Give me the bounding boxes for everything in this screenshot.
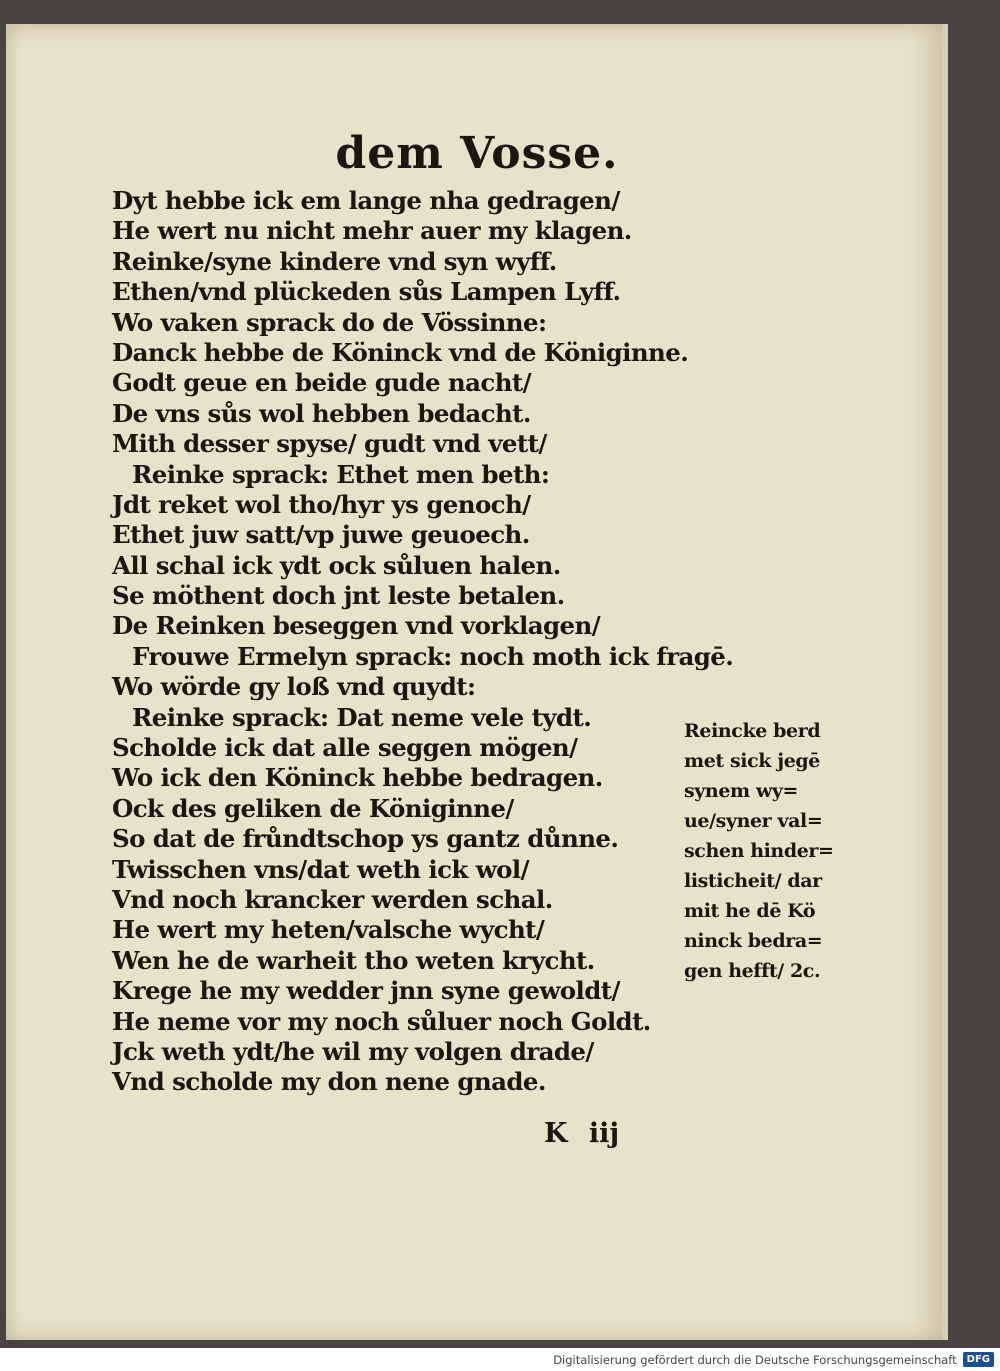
verse-line: Vnd scholde my don nene gnade. <box>112 1067 546 1097</box>
verse-line: Ock des geliken de Königinne/ <box>112 793 514 823</box>
verse-line: Godt geue en beide gude nacht/ <box>112 368 531 398</box>
verse-line: Wo wörde gy loß vnd quydt: <box>112 672 476 702</box>
verse-line: Scholde ick dat alle seggen mögen/ <box>112 733 578 763</box>
verse-line: Vnd noch krancker werden schal. <box>112 884 553 914</box>
verse-line: Dyt hebbe ick em lange nha gedragen/ <box>112 186 620 215</box>
verse-line: De Reinken beseggen vnd vorklagen/ <box>112 611 601 641</box>
running-head: dem Vosse. <box>335 128 619 179</box>
verse-line: Jck weth ydt/he wil my volgen drade/ <box>112 1036 594 1066</box>
verse-line: He neme vor my noch sůluer noch Goldt. <box>112 1006 651 1036</box>
verse-line: Frouwe Ermelyn sprack: noch moth ick fragē. <box>132 641 734 671</box>
verse-line: Wen he de warheit tho weten krycht. <box>112 945 595 975</box>
verse-line: Reinke sprack: Dat neme vele tydt. <box>132 702 592 732</box>
marginal-gloss <box>684 716 834 986</box>
verse-line: All schal ick ydt ock sůluen halen. <box>112 550 561 580</box>
verse-line: Wo ick den Köninck hebbe bedragen. <box>112 763 603 793</box>
gloss-line: listicheit/ dar <box>684 870 822 892</box>
gloss-line: schen hinder= <box>684 840 834 862</box>
verse-line: Danck hebbe de Köninck vnd de Königinne. <box>112 337 689 367</box>
gloss-line: ninck bedra= <box>684 930 823 952</box>
gloss-line: mit he dē Kö <box>684 900 816 922</box>
signature-mark: K iij <box>544 1118 620 1149</box>
verse-text <box>112 186 733 1098</box>
gloss-line: synem wy= <box>684 780 799 802</box>
verse-line: Se möthent doch jnt leste betalen. <box>112 581 565 611</box>
gloss-line: met sick jegē <box>684 750 820 772</box>
verse-line: So dat de frůndtschop ys gantz důnne. <box>112 824 619 854</box>
dfg-logo: DFG <box>963 1352 994 1367</box>
verse-line: Twisschen vns/dat weth ick wol/ <box>112 854 529 884</box>
funding-credit: Digitalisierung gefördert durch die Deutsche Forschungsgemeinschaft <box>553 1352 957 1367</box>
page-edge <box>942 24 948 1340</box>
verse-line: He wert my heten/valsche wycht/ <box>112 915 545 945</box>
verse-line: Mith desser spyse/ gudt vnd vett/ <box>112 429 547 459</box>
gloss-line: gen hefft/ 2c. <box>684 960 821 982</box>
verse-line: Ethen/vnd plückeden sůs Lampen Lyff. <box>112 277 621 307</box>
verse-line: He wert nu nicht mehr auer my klagen. <box>112 216 632 246</box>
verse-line: Reinke sprack: Ethet men beth: <box>132 459 550 489</box>
footer-bar <box>0 1348 1000 1371</box>
verse-line: Krege he my wedder jnn syne gewoldt/ <box>112 976 620 1006</box>
book-page <box>6 24 948 1340</box>
verse-line: Ethet juw satt/vp juwe geuoech. <box>112 520 530 550</box>
verse-line: Wo vaken sprack do de Vössinne: <box>112 307 547 337</box>
verse-line: De vns sůs wol hebben bedacht. <box>112 398 531 428</box>
verse-line: Reinke/syne kindere vnd syn wyff. <box>112 246 557 276</box>
gloss-line: Reincke berd <box>684 720 821 742</box>
verse-line: Jdt reket wol tho/hyr ys genoch/ <box>112 489 531 519</box>
gloss-line: ue/syner val= <box>684 810 823 832</box>
